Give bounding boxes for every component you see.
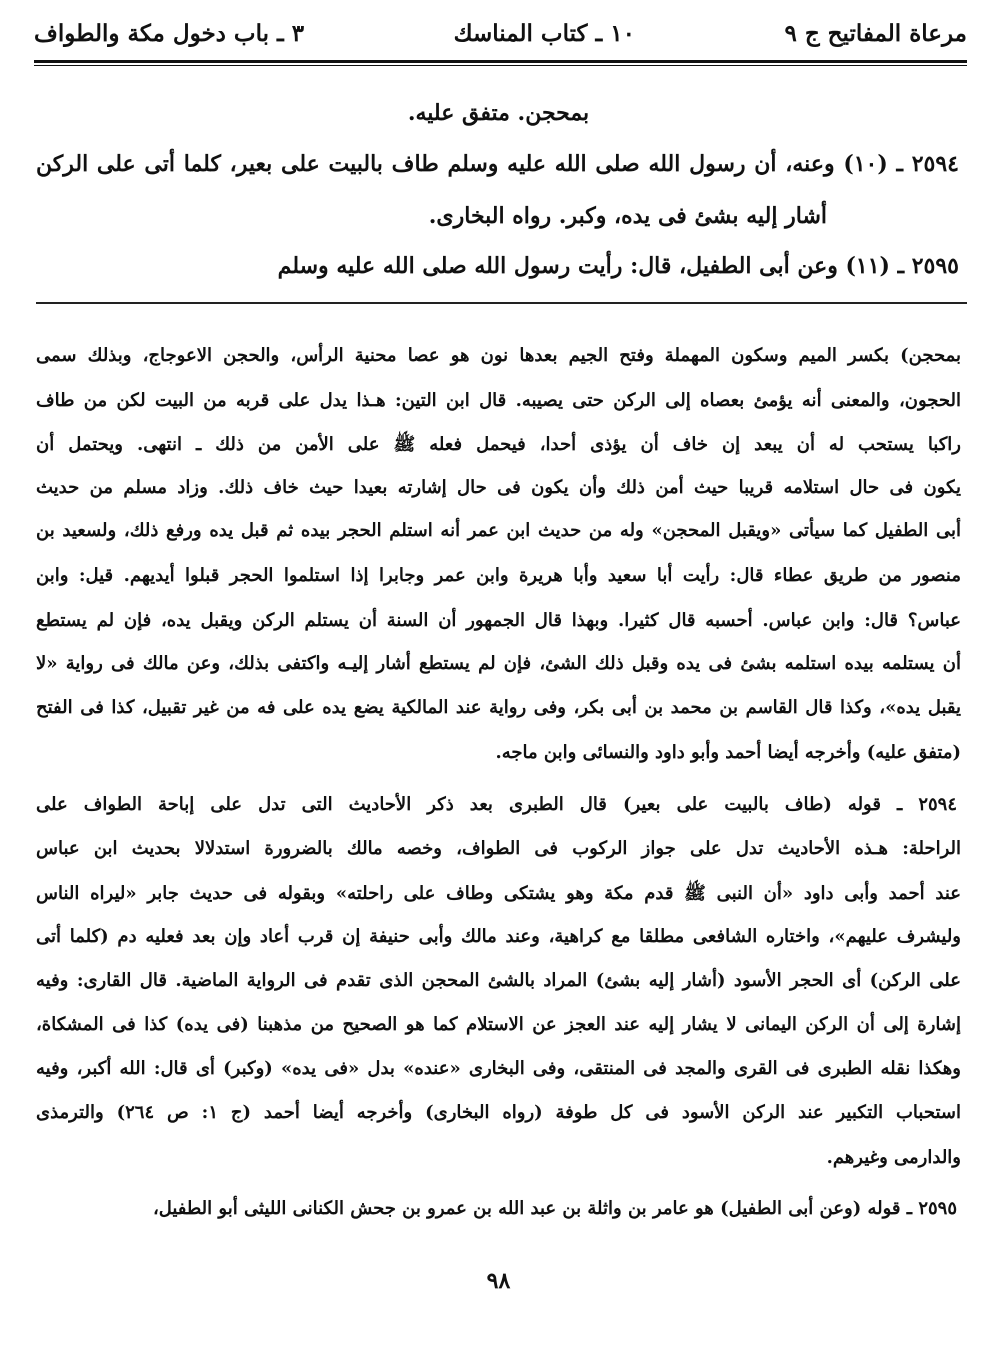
- page-header: [34, 10, 967, 56]
- header-chapter: ١٠ ـ كتاب المناسك: [453, 19, 635, 47]
- commentary-line: (متفق عليه) وأخرجه أيضا أحمد وأبو داود والنسائى وابن ماجه.: [495, 742, 961, 763]
- hadith-line: أشار إليه بشئ فى يده، وكبر. رواه البخارى.: [428, 203, 827, 229]
- page-number: ٩٨: [486, 1268, 511, 1294]
- commentary-line: يقبل يده»، وكذا قال القاسم بن محمد بن أبى بكر، وفى رواية عند المالكية يضع يده على فه من غير تقبيل، كذا فى الفتح: [36, 697, 961, 718]
- commentary-line: إشارة إلى أن الركن اليمانى لا يشار إليه عند العجز عن الاستلام كما هو الصحيح من مذهبنا (فى يده) كذا فى المشكاة،: [36, 1014, 961, 1035]
- commentary-line: منصور من طريق عطاء قال: رأيت أبا سعيد وأبا هريرة وابن عمر وجابرا إذا استلموا الحجر قبلوا أيديهم. قيل: وابن: [36, 565, 961, 586]
- commentary-line: ٢٥٩٥ ـ قوله (وعن أبى الطفيل) هو عامر بن واثلة بن عبد الله بن عمرو بن جحش الكنانى الليثى أبو الطفيل،: [152, 1198, 957, 1219]
- commentary-line: والدارمى وغيرهم.: [826, 1147, 961, 1168]
- header-section: ٣ ـ باب دخول مكة والطواف: [34, 19, 305, 47]
- commentary-line: أن يستلمه بيده استلمه بشئ فى يده وقبل ذلك الشئ، فإن لم يستطع أشار إليـه واكتفى بذلك، وعن مالك فى رواية «لا: [36, 653, 961, 674]
- commentary-line: ٢٥٩٤ ـ قوله (طاف بالبيت على بعير) قال الطبرى بعد ذكر الأحاديث التى تدل على إباحة الطواف على: [36, 794, 957, 815]
- header-rule-secondary: [34, 65, 967, 66]
- commentary-line: عباس؟ قال: وابن عباس. أحسبه قال كثيرا. وبهذا قال الجمهور أن السنة أن يستلم الركن ويقبل يده، فإن لم يستطع: [36, 610, 961, 631]
- text-commentary-divider: [36, 302, 967, 304]
- commentary-line: وهكذا نقله الطبرى فى القرى والمجد فى المنتقى، وفى البخارى «عنده» بدل «فى يده» (وكبر) أى قال: الله أكبر، وفيه: [36, 1058, 961, 1079]
- commentary-line: أبى الطفيل كما سيأتى «ويقبل المحجن» وله من حديث ابن عمر أنه استلم الحجر بيده ثم قبل يده ورفع ذلك، ولسعيد بن: [36, 520, 961, 541]
- commentary-line: وليشرف عليهم»، واختاره الشافعى مطلقا مع كراهية، وعند مالك وأبى حنيفة إن قرب أعاد وإن بعد فعليه دم (كلما أتى: [36, 926, 961, 947]
- commentary-line: على الركن) أى الحجر الأسود (أشار إليه بشئ) المراد بالشئ المحجن الذى تقدم فى الرواية الماضية. قال القارى: وفيه: [36, 970, 961, 991]
- commentary-line: عند أحمد وأبى داود «أن النبى ﷺ قدم مكة وهو يشتكى وطاف على راحلته» وبقوله فى حديث جابر «ليراه الناس: [36, 883, 961, 904]
- commentary-line: الراحلة: هـذه الأحاديث تدل على جواز الركوب فى الطواف، وخصه مالك بالضرورة استدلالا بحديث ابن عباس: [36, 838, 961, 859]
- commentary-line: بمحجن) بكسر الميم وسكون المهملة وفتح الجيم بعدها نون هو عصا محنية الرأس، والحجن الاعوجاج، وبذلك سمى: [36, 345, 961, 366]
- header-rule: [34, 60, 967, 63]
- header-book-title: مرعاة المفاتيح ج ٩: [784, 19, 967, 47]
- commentary-line: استحباب التكبير عند الركن الأسود فى كل طوفة (رواه البخارى) وأخرجه أيضا أحمد (ج ١: ص ٢٦٤) والترمذى: [36, 1102, 961, 1123]
- commentary-line: يكون فى حال استلامه قريبا حيث أمن ذلك وأن يكون فى حال إشارته بعيدا حيث خاف ذلك. وزاد مسلم من حديث: [36, 477, 961, 498]
- hadith-line: ٢٥٩٤ ـ (١٠) وعنه، أن رسول الله صلى الله عليه وسلم طاف بالبيت على بعير، كلما أتى على الركن: [36, 151, 959, 177]
- hadith-line: بمحجن. متفق عليه.: [407, 100, 590, 126]
- commentary-line: الحجون، والمعنى أنه يؤمئ بعصاه إلى الركن حتى يصيبه. قال ابن التين: هـذا يدل على قربه من البيت لكن من طاف: [36, 390, 961, 411]
- hadith-line: ٢٥٩٥ ـ (١١) وعن أبى الطفيل، قال: رأيت رسول الله صلى الله عليه وسلم: [277, 253, 959, 279]
- commentary-line: راكبا يستحب له أن يبعد إن خاف أن يؤذى أحدا، فيحمل فعله ﷺ على الأمن من ذلك ـ انتهى. ويحتمل أن: [36, 434, 961, 455]
